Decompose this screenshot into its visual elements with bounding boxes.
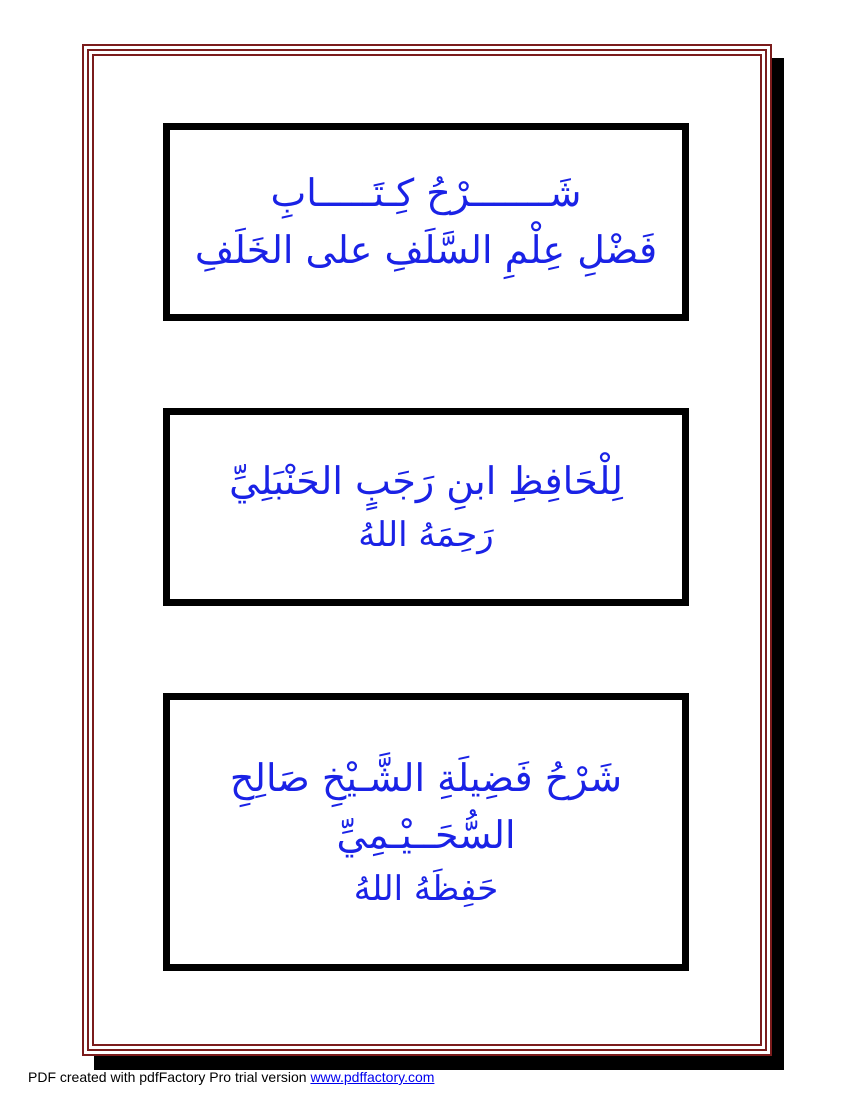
pdf-footer <box>28 1069 434 1085</box>
commentator-line-1: شَرْحُ فَضِيلَةِ الشَّـيْخِ صَالِحِ <box>229 755 623 800</box>
commentator-line-2: السُّحَــيْـمِيِّ <box>336 812 516 857</box>
commentator-panel <box>163 693 689 971</box>
book-title-panel <box>163 123 689 321</box>
author-panel <box>163 408 689 606</box>
author-name: لِلْحَافِظِ ابنِ رَجَبٍ الحَنْبَلِيِّ <box>229 459 623 503</box>
book-title-line-2: فَضْلِ عِلْمِ السَّلَفِ على الخَلَفِ <box>194 228 658 272</box>
commentator-supplication: حَفِظَهُ اللهُ <box>353 868 499 909</box>
author-supplication: رَحِمَهُ اللهُ <box>358 515 494 555</box>
book-title-line-1: شَـــــــرْحُ كِـتَـــــابِ <box>270 171 582 215</box>
footer-text: PDF created with pdfFactory Pro trial version <box>28 1069 311 1085</box>
footer-link[interactable]: www.pdffactory.com <box>310 1069 435 1085</box>
